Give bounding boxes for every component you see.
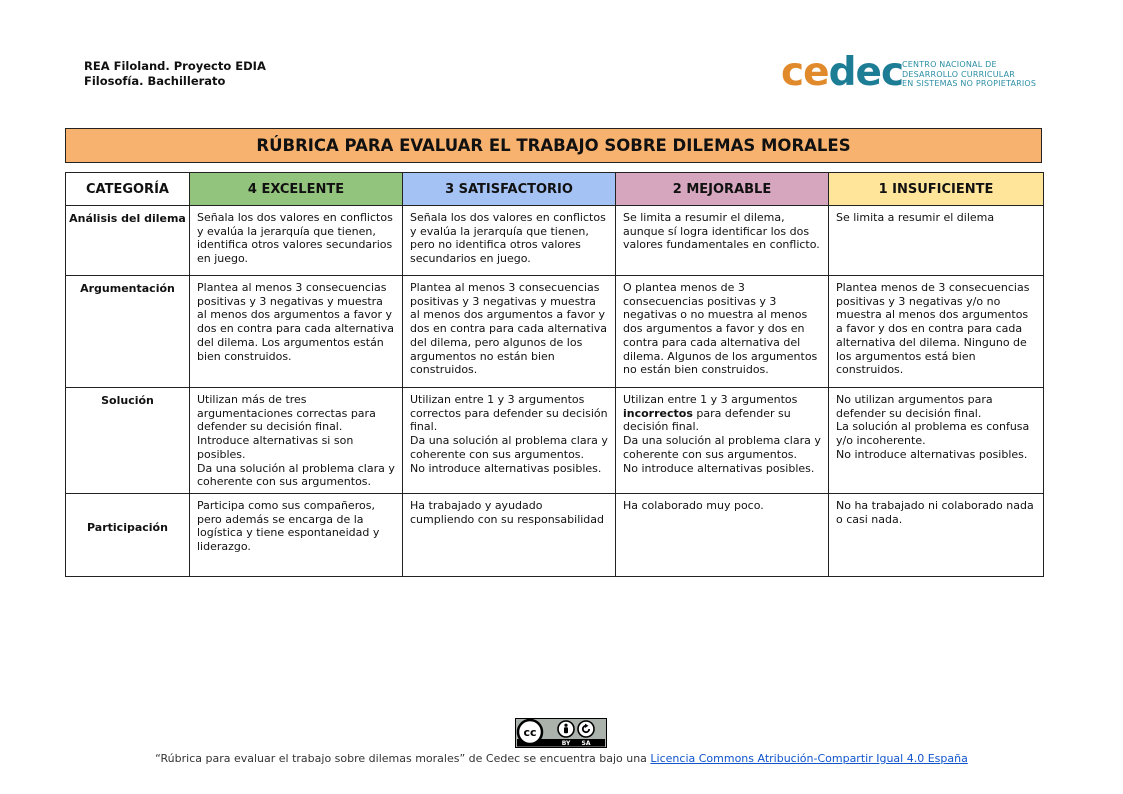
col-header-excelente: 4 EXCELENTE xyxy=(190,173,403,206)
cell-insuficiente: No utilizan argumentos para defender su decisión final. La solución al problema es confusa y/o incoherente. No introduce alternativas posibles. xyxy=(829,388,1044,494)
rubric-title: RÚBRICA PARA EVALUAR EL TRABAJO SOBRE DILEMAS MORALES xyxy=(65,128,1042,163)
emphasis-incorrectos: incorrectos xyxy=(623,406,693,420)
col-header-insuficiente: 1 INSUFICIENTE xyxy=(829,173,1044,206)
category-label: Solución xyxy=(66,388,190,494)
cell-excelente: Participa como sus compañeros, pero además se encarga de la logística y tiene espontaneidad y liderazgo. xyxy=(190,493,403,576)
cell-insuficiente: Plantea menos de 3 consecuencias positivas y 3 negativas y/o no muestra al menos dos argumentos a favor y dos en contra para cada alternativa del dilema. Ninguno de los argumentos está bien construidos. xyxy=(829,276,1044,388)
cell-mejorable: Ha colaborado muy poco. xyxy=(616,493,829,576)
row-argumentacion xyxy=(66,276,1044,388)
cell-mejorable: O plantea menos de 3 consecuencias positivas y 3 negativas o no muestra al menos dos argumentos a favor y dos en contra para cada alternativa del dilema. Algunos de los argumentos no están bien construidos. xyxy=(616,276,829,388)
license-text: “Rúbrica para evaluar el trabajo sobre dilemas morales” de Cedec se encuentra bajo una xyxy=(155,752,651,765)
license-footer xyxy=(0,752,1123,765)
document-header xyxy=(84,59,266,89)
category-label: Participación xyxy=(66,493,190,576)
svg-text:BY: BY xyxy=(561,740,571,747)
col-header-satisfactorio: 3 SATISFACTORIO xyxy=(403,173,616,206)
cell-satisfactorio: Utilizan entre 1 y 3 argumentos correctos para defender su decisión final. Da una solución al problema clara y coherente con sus argumentos. No introduce alternativas posibles. xyxy=(403,388,616,494)
col-header-categoria: CATEGORÍA xyxy=(66,173,190,206)
project-name: REA Filoland. Proyecto EDIA xyxy=(84,59,266,73)
row-solucion xyxy=(66,388,1044,494)
svg-text:SA: SA xyxy=(581,740,591,747)
col-header-mejorable: 2 MEJORABLE xyxy=(616,173,829,206)
row-participacion xyxy=(66,493,1044,576)
cell-insuficiente: Se limita a resumir el dilema xyxy=(829,206,1044,276)
header-row xyxy=(66,173,1044,206)
cell-excelente: Plantea al menos 3 consecuencias positivas y 3 negativas y muestra al menos dos argumentos a favor y dos en contra para cada alternativa del dilema. Los argumentos están bien construidos. xyxy=(190,276,403,388)
rubric-table xyxy=(65,172,1044,577)
cedec-logo-subtitle: CENTRO NACIONAL DE DESARROLLO CURRICULAR EN SISTEMAS NO PROPIETARIOS xyxy=(902,60,1037,88)
cell-mejorable: Utilizan entre 1 y 3 argumentos incorrectos para defender su decisión final. Da una solución al problema clara y coherente con sus argumentos. No introduce alternativas posibles. xyxy=(616,388,829,494)
cc-by-sa-badge xyxy=(515,718,607,748)
cell-satisfactorio: Señala los dos valores en conflictos y evalúa la jerarquía que tienen, pero no identifica otros valores secundarios en juego. xyxy=(403,206,616,276)
cedec-logo xyxy=(781,50,1041,99)
license-link[interactable]: Licencia Commons Atribución-Compartir Igual 4.0 España xyxy=(650,752,968,765)
cell-excelente: Señala los dos valores en conflictos y evalúa la jerarquía que tienen, identifica otros valores secundarios en juego. xyxy=(190,206,403,276)
cell-satisfactorio: Plantea al menos 3 consecuencias positivas y 3 negativas y muestra al menos dos argumentos a favor y dos en contra para cada alternativa del dilema, pero algunos de los argumentos no están bien construidos. xyxy=(403,276,616,388)
category-label: Análisis del dilema xyxy=(66,206,190,276)
cell-satisfactorio: Ha trabajado y ayudado cumpliendo con su responsabilidad xyxy=(403,493,616,576)
cell-mejorable: Se limita a resumir el dilema, aunque sí logra identificar los dos valores fundamentales en conflicto. xyxy=(616,206,829,276)
row-analisis xyxy=(66,206,1044,276)
share-alike-icon xyxy=(578,721,594,737)
cell-excelente: Utilizan más de tres argumentaciones correctas para defender su decisión final. Introduce alternativas si son posibles. Da una solución al problema clara y coherente con sus argumentos. xyxy=(190,388,403,494)
svg-text:cc: cc xyxy=(523,726,537,739)
category-label: Argumentación xyxy=(66,276,190,388)
cedec-logo-wordmark: cedec xyxy=(781,50,904,95)
subject-name: Filosofía. Bachillerato xyxy=(84,74,226,88)
cell-insuficiente: No ha trabajado ni colaborado nada o casi nada. xyxy=(829,493,1044,576)
